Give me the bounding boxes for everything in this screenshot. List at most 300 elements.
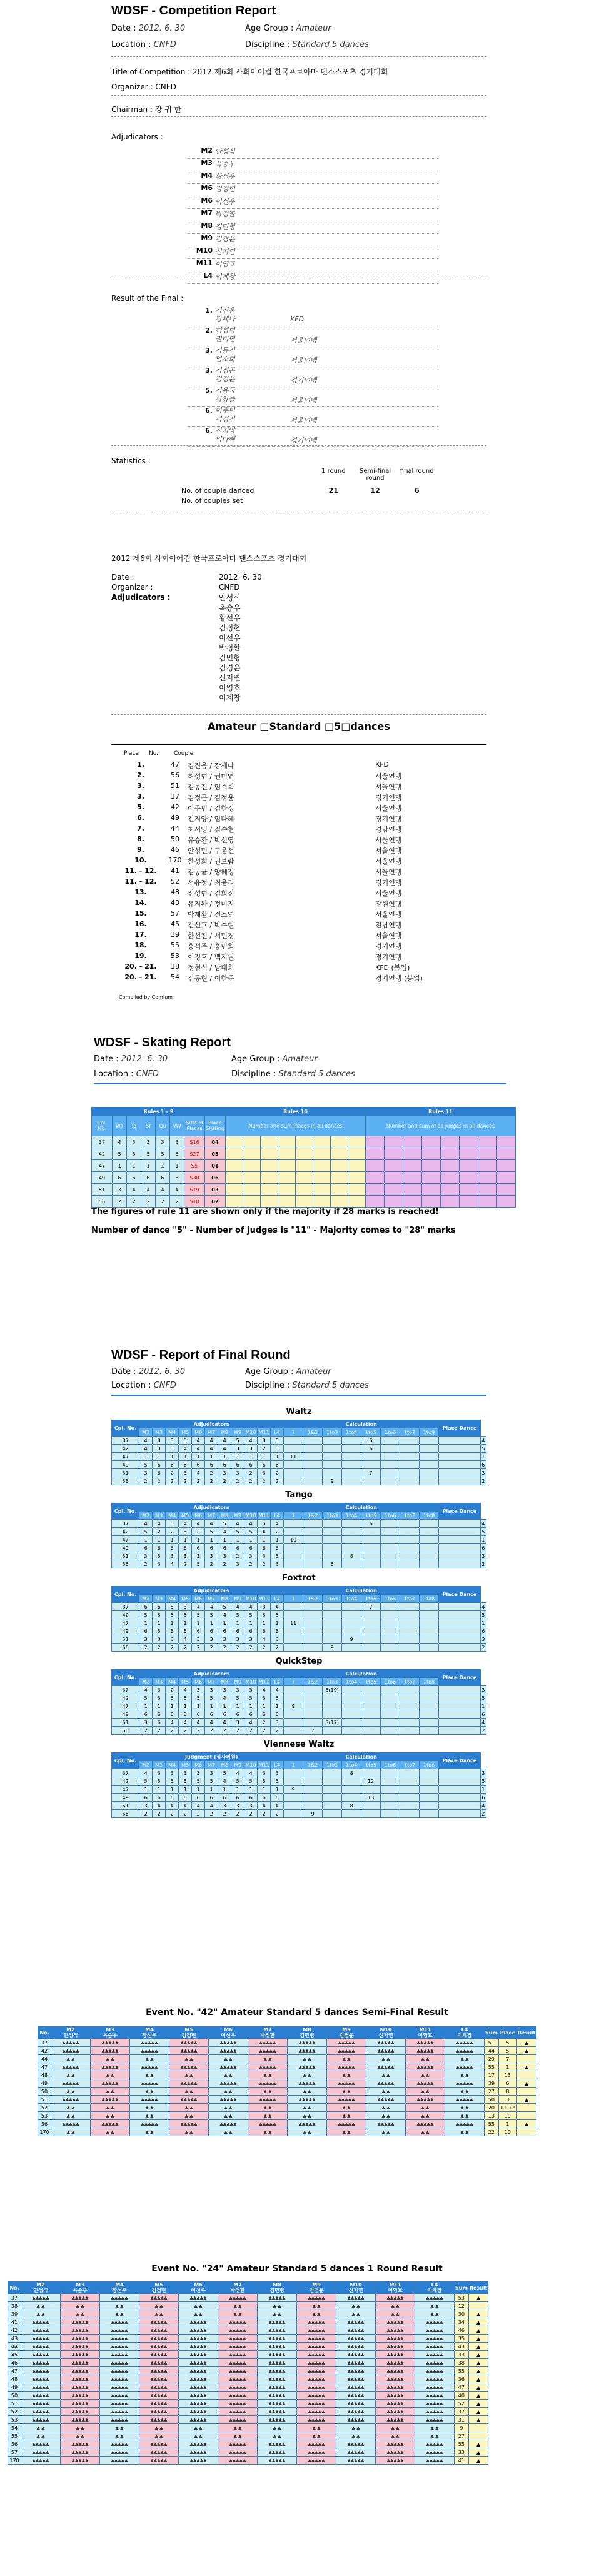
round-cpl: 47 — [8, 2367, 21, 2375]
dance-cell — [284, 1528, 303, 1536]
dance-cell — [420, 1810, 439, 1818]
round-marks: ▲ ▲ — [327, 2104, 366, 2112]
dance-cell: 6 — [244, 1544, 258, 1552]
dance-cell: 1 — [192, 1536, 205, 1544]
rule-11-cell — [403, 1172, 422, 1184]
rl-adj-label: Adjudicators : — [111, 593, 171, 602]
dance-cell: 3 — [205, 1635, 218, 1644]
rl-adjudicator: 김정현 — [219, 624, 241, 632]
rl-place: 13. — [134, 888, 147, 896]
cpl-header: Cpl. No. — [112, 1753, 139, 1769]
calc-header: 1to6 — [381, 1761, 400, 1769]
round-marks: ▲▲▲▲▲ — [100, 2400, 139, 2408]
round-marks: ▲▲▲▲▲ — [61, 2400, 100, 2408]
final-club: 서울연맹 — [290, 397, 317, 405]
dance-cell: 5 — [480, 1528, 486, 1536]
round-marks: ▲ ▲ — [130, 2088, 169, 2096]
dance-cell: 1 — [480, 1619, 486, 1627]
dance-cell — [439, 1710, 481, 1719]
rule-11-cell — [497, 1148, 516, 1160]
dance-cell: 5 — [244, 1611, 258, 1619]
result-list-title: 2012 제6회 사회이어컵 한국프로아마 댄스스포츠 경기대회 — [111, 554, 307, 563]
round-marks: ▲▲▲▲▲ — [130, 2120, 169, 2128]
round-marks: ▲ ▲ — [169, 2112, 209, 2120]
dance-cell: 5 — [205, 1611, 218, 1619]
skating-cell: 6 — [127, 1172, 141, 1184]
round-marks: ▲ ▲ — [91, 2104, 130, 2112]
dance-cell: 1 — [244, 1536, 258, 1544]
dance-cell: 2 — [139, 1727, 153, 1735]
rl-number: 50 — [171, 835, 179, 843]
round-result: ▲ — [468, 2375, 488, 2383]
round-marks: ▲▲▲▲▲ — [376, 2440, 415, 2448]
round-sum: 44 — [485, 2047, 499, 2055]
round-marks: ▲▲▲▲▲ — [366, 2063, 406, 2071]
round-marks: ▲▲▲▲▲ — [100, 2367, 139, 2375]
dance-cell: 6 — [271, 1627, 284, 1635]
dance-cell: 5 — [231, 1611, 244, 1619]
round-cpl: 41 — [8, 2318, 21, 2326]
judge-code: M6 — [194, 2282, 203, 2288]
round-marks: ▲▲▲▲▲ — [327, 2120, 366, 2128]
dance-cell — [420, 1694, 439, 1702]
round-result: ▲ — [468, 2351, 488, 2359]
dance-cell: 5 — [153, 1627, 166, 1635]
dance-cell — [420, 1445, 439, 1453]
skating-cell: 1 — [170, 1160, 184, 1172]
round-marks: ▲▲▲▲▲ — [51, 2120, 91, 2128]
dance-cell: 3 — [192, 1769, 205, 1777]
dance-cell: 2 — [480, 1477, 486, 1485]
round-marks: ▲▲▲▲▲ — [209, 2047, 248, 2055]
dance-cell: 1 — [192, 1702, 205, 1710]
calc-header: 1&2 — [303, 1678, 323, 1686]
statistics-header — [313, 468, 438, 482]
calc-header: 1to7 — [400, 1678, 420, 1686]
dance-cell: 4 — [192, 1802, 205, 1810]
rule-11-cell — [441, 1160, 460, 1172]
couples-set-label: No. of couples set — [181, 497, 243, 505]
round-marks: ▲ ▲ — [51, 2112, 91, 2120]
round-marks: ▲▲▲▲▲ — [288, 2120, 327, 2128]
rl-columns — [124, 750, 211, 757]
dance-cell: 3 — [139, 1469, 153, 1477]
rl-date-label: Date : — [111, 573, 134, 582]
rule-11-cell — [460, 1148, 478, 1160]
dance-cell: 3 — [480, 1686, 486, 1694]
rule-11-cell — [366, 1136, 385, 1148]
dance-cell: 3 — [192, 1635, 205, 1644]
calc-header: 1to3 — [323, 1761, 342, 1769]
round-sum: 55 — [455, 2367, 469, 2375]
round-marks: ▲▲▲▲▲ — [61, 2392, 100, 2400]
skating-cell: 3 — [113, 1184, 127, 1196]
dance-cell: 4 — [192, 1520, 205, 1528]
skating-column-header: SUM of Places — [184, 1116, 205, 1136]
round-marks: ▲▲▲▲▲ — [336, 2392, 376, 2400]
dance-cell: 2 — [205, 1477, 218, 1485]
round-marks: ▲ ▲ — [51, 2071, 91, 2079]
rl-number: 41 — [171, 867, 179, 875]
round-result — [516, 2055, 536, 2063]
rule-11-cell — [403, 1196, 422, 1208]
rule-10-cell — [243, 1148, 261, 1160]
dance-cell: 1 — [231, 1619, 244, 1627]
round-judge-header — [130, 2027, 169, 2039]
dance-cell — [381, 1686, 400, 1694]
judge-header: M8 — [218, 1678, 231, 1686]
rl-row — [119, 803, 469, 814]
round-marks: ▲▲▲▲▲ — [376, 2457, 415, 2465]
date-value: 2012. 6. 30 — [138, 24, 186, 33]
adjudicator-name: 김민형 — [215, 223, 235, 231]
round-marks: ▲▲▲▲▲ — [288, 2079, 327, 2088]
dance-cell: 2 — [139, 1810, 153, 1818]
dance-cell: 8 — [342, 1769, 361, 1777]
final-club: KFD — [290, 315, 305, 323]
dance-cell: 1 — [258, 1702, 271, 1710]
rl-number: 45 — [171, 920, 179, 928]
final-result-row — [188, 326, 438, 346]
round-judge-header — [415, 2282, 455, 2294]
dance-cell: 6 — [205, 1794, 218, 1802]
round-marks: ▲▲▲▲▲ — [139, 2359, 179, 2367]
judge-header: M10 — [245, 1762, 256, 1768]
judge-header: M3 — [153, 1678, 166, 1686]
dance-cell: 6 — [244, 1710, 258, 1719]
dance-cell — [381, 1544, 400, 1552]
dance-cell: 1 — [179, 1786, 192, 1794]
rl-row — [119, 973, 469, 984]
skating-cell: 02 — [205, 1196, 226, 1208]
dance-name: Waltz — [286, 1407, 312, 1417]
round-marks: ▲▲▲▲▲ — [336, 2448, 376, 2457]
round-marks: ▲ ▲ — [21, 2302, 61, 2310]
dance-cell: 1 — [192, 1786, 205, 1794]
rl-adjudicator: 이계창 — [219, 694, 241, 702]
round-result: ▲ — [516, 2096, 536, 2104]
rl-place: 20. - 21. — [124, 973, 157, 981]
calc-header: 1to7 — [400, 1761, 420, 1769]
round-marks: ▲ ▲ — [218, 2302, 258, 2310]
rule-11-cell — [441, 1196, 460, 1208]
round-marks: ▲▲▲▲▲ — [91, 2079, 130, 2088]
dance-cell: 1 — [271, 1453, 284, 1461]
sr-date-value: 2012. 6. 30 — [121, 1054, 168, 1064]
dance-cell — [381, 1635, 400, 1644]
adjudicator-row — [188, 184, 438, 196]
round-marks: ▲▲▲▲▲ — [179, 2448, 218, 2457]
dance-cell: 3 — [192, 1686, 205, 1694]
dance-cell: 1 — [271, 1702, 284, 1710]
round-result: ▲ — [468, 2326, 488, 2335]
round-marks: ▲ ▲ — [258, 2432, 297, 2440]
rl-row — [119, 867, 469, 877]
dance-cell: 49 — [112, 1710, 139, 1719]
rl-adjudicator: 김경윤 — [219, 664, 241, 672]
round-marks: ▲▲▲▲▲ — [61, 2367, 100, 2375]
dance-cell: 5 — [166, 1603, 179, 1611]
rule-10-cell — [226, 1184, 243, 1196]
judge-code: M4 — [145, 2027, 154, 2033]
round-marks: ▲▲▲▲▲ — [415, 2343, 455, 2351]
dance-cell — [284, 1461, 303, 1469]
dance-row — [112, 1477, 486, 1485]
dance-cell — [400, 1469, 420, 1477]
adjudicator-code: M6 — [201, 184, 213, 192]
rl-couple: 홍석주 / 홍민희 — [188, 942, 234, 951]
skating-cell: 6 — [156, 1172, 170, 1184]
round-row — [8, 2400, 488, 2408]
judge-header: M2 — [139, 1678, 153, 1686]
round-marks: ▲ ▲ — [169, 2071, 209, 2079]
dance-cell: 2 — [205, 1644, 218, 1652]
dance-cell: 5 — [179, 1437, 192, 1445]
dance-cell — [323, 1810, 342, 1818]
dance-cell — [323, 1536, 342, 1544]
round-marks: ▲▲▲▲▲ — [376, 2392, 415, 2400]
rule-10-cell — [226, 1148, 243, 1160]
round-marks: ▲ ▲ — [218, 2432, 258, 2440]
adjudicator-name: 김정현 — [215, 185, 235, 193]
judge-code: M5 — [154, 2282, 163, 2288]
round-marks: ▲ ▲ — [415, 2310, 455, 2318]
dance-cell — [323, 1469, 342, 1477]
judge-code: M8 — [303, 2027, 311, 2033]
round-marks: ▲▲▲▲▲ — [336, 2367, 376, 2375]
adjudicator-name: 이계창 — [215, 273, 235, 281]
dance-row — [112, 1520, 486, 1528]
round-marks: ▲ ▲ — [336, 2424, 376, 2432]
dance-cell — [342, 1810, 361, 1818]
judge-header: M5 — [179, 1428, 192, 1437]
final-result-row — [188, 366, 438, 386]
dance-cell — [439, 1469, 481, 1477]
judge-code: M11 — [389, 2282, 401, 2288]
dance-cell — [342, 1619, 361, 1627]
round-marks: ▲▲▲▲▲ — [297, 2294, 336, 2302]
dance-cell: 1 — [179, 1453, 192, 1461]
semi-final-title: Event No. "42" Amateur Standard 5 dances Semi-Final Result — [146, 2008, 448, 2018]
dance-cell: 47 — [112, 1536, 139, 1544]
round-marks: ▲▲▲▲▲ — [288, 2047, 327, 2055]
round-marks: ▲▲▲▲▲ — [130, 2079, 169, 2088]
round-sum: 41 — [455, 2457, 469, 2465]
final-place: 3. — [205, 346, 213, 355]
dance-cell — [342, 1437, 361, 1445]
round-marks: ▲ ▲ — [130, 2128, 169, 2136]
skating-cell: 6 — [113, 1172, 127, 1184]
dance-cell — [323, 1453, 342, 1461]
dance-cell: 3 — [244, 1802, 258, 1810]
rule-11-cell — [385, 1160, 403, 1172]
judge-header: M9 — [231, 1678, 244, 1686]
dance-cell: 1 — [271, 1536, 284, 1544]
dance-name: Foxtrot — [282, 1573, 316, 1583]
round-marks: ▲▲▲▲▲ — [179, 2294, 218, 2302]
dance-cell — [420, 1794, 439, 1802]
dance-cell: 6 — [480, 1794, 486, 1802]
dance-cell — [420, 1777, 439, 1786]
statistics-value: 6 — [414, 487, 420, 495]
judge-code: M4 — [115, 2282, 124, 2288]
round-marks: ▲ ▲ — [179, 2424, 218, 2432]
dance-cell — [381, 1611, 400, 1619]
round-place: 13 — [498, 2071, 516, 2079]
discipline-value: Standard 5 dances — [292, 40, 369, 49]
calculation-header: Calculation — [284, 1420, 439, 1428]
adjudicator-code: M2 — [201, 146, 213, 154]
rl-place: 19. — [134, 952, 147, 960]
dance-cell — [323, 1627, 342, 1635]
round-marks: ▲▲▲▲▲ — [139, 2400, 179, 2408]
dance-cell: 3 — [153, 1560, 166, 1568]
dance-cell: 5 — [192, 1560, 205, 1568]
round-marks: ▲▲▲▲▲ — [21, 2351, 61, 2359]
dance-cell — [323, 1802, 342, 1810]
rl-adjudicator: 황선우 — [219, 614, 241, 622]
rule-11-cell — [366, 1196, 385, 1208]
round-cpl: 44 — [38, 2055, 51, 2063]
couple-partner-2: 강창슬 — [215, 395, 235, 403]
round-marks: ▲▲▲▲▲ — [51, 2079, 91, 2088]
dance-cell: 56 — [112, 1477, 139, 1485]
dance-cell: 6 — [153, 1710, 166, 1719]
dance-cell: 5 — [139, 1461, 153, 1469]
round-marks: ▲▲▲▲▲ — [297, 2375, 336, 2383]
dance-cell: 6 — [205, 1627, 218, 1635]
rl-couple: 이정호 / 백지원 — [188, 953, 234, 961]
dance-cell — [420, 1719, 439, 1727]
dance-cell — [420, 1802, 439, 1810]
dance-cell — [381, 1536, 400, 1544]
rule-10-cell — [296, 1196, 313, 1208]
rules-11-sub: Number and sum of all judges in all dances — [366, 1116, 516, 1136]
round-marks: ▲ ▲ — [91, 2071, 130, 2079]
skating-row — [92, 1160, 516, 1172]
calc-header: 1to5 — [361, 1428, 381, 1437]
round-marks: ▲ ▲ — [209, 2112, 248, 2120]
dance-cell — [420, 1686, 439, 1694]
calculation-header: Calculation — [284, 1503, 439, 1512]
judge-header: L4 — [271, 1761, 284, 1769]
rl-row — [119, 941, 469, 952]
round-judge-header — [288, 2027, 327, 2039]
dance-cell: 56 — [112, 1644, 139, 1652]
dance-cell — [303, 1560, 323, 1568]
round-marks: ▲▲▲▲▲ — [21, 2457, 61, 2465]
rule-11-cell — [497, 1160, 516, 1172]
dance-cell: 42 — [112, 1445, 139, 1453]
round-sum: 27 — [455, 2432, 469, 2440]
rl-number: 53 — [171, 952, 179, 960]
round-result: ▲ — [516, 2063, 536, 2071]
dance-cell: 6 — [205, 1461, 218, 1469]
round-row — [38, 2104, 536, 2112]
round-sum: 30 — [455, 2310, 469, 2318]
calc-header: 1to3 — [323, 1595, 342, 1603]
round-marks: ▲ ▲ — [209, 2055, 248, 2063]
round-judge-header — [91, 2027, 130, 2039]
dance-cell — [420, 1536, 439, 1544]
dance-cell — [342, 1644, 361, 1652]
judge-header: M8 — [218, 1595, 231, 1603]
judge-header: M2 — [139, 1512, 153, 1520]
dance-cell: 3 — [139, 1802, 153, 1810]
calc-header: 1&2 — [303, 1595, 323, 1603]
dance-cell: 1 — [166, 1453, 179, 1461]
dance-cell: 42 — [112, 1777, 139, 1786]
round-marks: ▲ ▲ — [327, 2128, 366, 2136]
final-couple — [215, 386, 290, 406]
dance-cell: 3(19) — [323, 1686, 342, 1694]
round-marks: ▲▲▲▲▲ — [248, 2079, 288, 2088]
round-marks: ▲▲▲▲▲ — [288, 2096, 327, 2104]
round-cpl: 52 — [38, 2104, 51, 2112]
dance-cell: 2 — [218, 1727, 231, 1735]
round-marks: ▲▲▲▲▲ — [258, 2448, 297, 2457]
dance-cell — [420, 1611, 439, 1619]
dance-cell: 3 — [218, 1635, 231, 1644]
calc-header: 1 — [284, 1595, 303, 1603]
calc-header: 1to4 — [342, 1512, 361, 1520]
rule-10-cell — [261, 1160, 278, 1172]
round-marks: ▲▲▲▲▲ — [415, 2367, 455, 2375]
dance-cell: 6 — [153, 1794, 166, 1802]
dance-cell: 6 — [192, 1627, 205, 1635]
dance-cell: 2 — [271, 1469, 284, 1477]
dance-cell: 1 — [258, 1453, 271, 1461]
round-marks: ▲▲▲▲▲ — [376, 2326, 415, 2335]
rl-place: 14. — [134, 899, 147, 907]
dance-cell: 4 — [218, 1611, 231, 1619]
dance-cell: 6 — [231, 1710, 244, 1719]
dance-cell: 1 — [166, 1702, 179, 1710]
round-marks: ▲ ▲ — [258, 2310, 297, 2318]
dance-cell — [400, 1769, 420, 1777]
judge-header: M7 — [205, 1761, 218, 1769]
round-result: ▲ — [468, 2416, 488, 2424]
judge-header: M3 — [153, 1512, 166, 1520]
rl-couple: 전성범 / 김희진 — [188, 889, 234, 897]
rl-number: 44 — [171, 824, 179, 832]
round-judge-header — [248, 2027, 288, 2039]
dance-cell — [303, 1777, 323, 1786]
dance-cell — [439, 1810, 481, 1818]
dance-cell: 6 — [192, 1794, 205, 1802]
dance-cell — [420, 1477, 439, 1485]
dance-cell: 4 — [205, 1445, 218, 1453]
dance-cell: 4 — [244, 1603, 258, 1611]
rule-10-cell — [261, 1148, 278, 1160]
dance-cell — [400, 1611, 420, 1619]
round-marks: ▲▲▲▲▲ — [218, 2392, 258, 2400]
rule-10-cell — [331, 1184, 348, 1196]
dance-cell: 5 — [218, 1769, 231, 1777]
round-cpl-header: No. — [38, 2027, 51, 2039]
round-marks: ▲▲▲▲▲ — [209, 2079, 248, 2088]
round-cpl: 53 — [38, 2112, 51, 2120]
round-marks: ▲▲▲▲▲ — [61, 2318, 100, 2326]
rl-column-header: No. — [149, 750, 158, 757]
final-couple — [215, 326, 290, 346]
rl-row — [119, 856, 469, 867]
dance-cell — [284, 1560, 303, 1568]
judge-header: M4 — [166, 1512, 179, 1520]
rule-10-cell — [296, 1148, 313, 1160]
calc-header: 1&2 — [303, 1512, 323, 1520]
round-cpl: 48 — [8, 2375, 21, 2383]
